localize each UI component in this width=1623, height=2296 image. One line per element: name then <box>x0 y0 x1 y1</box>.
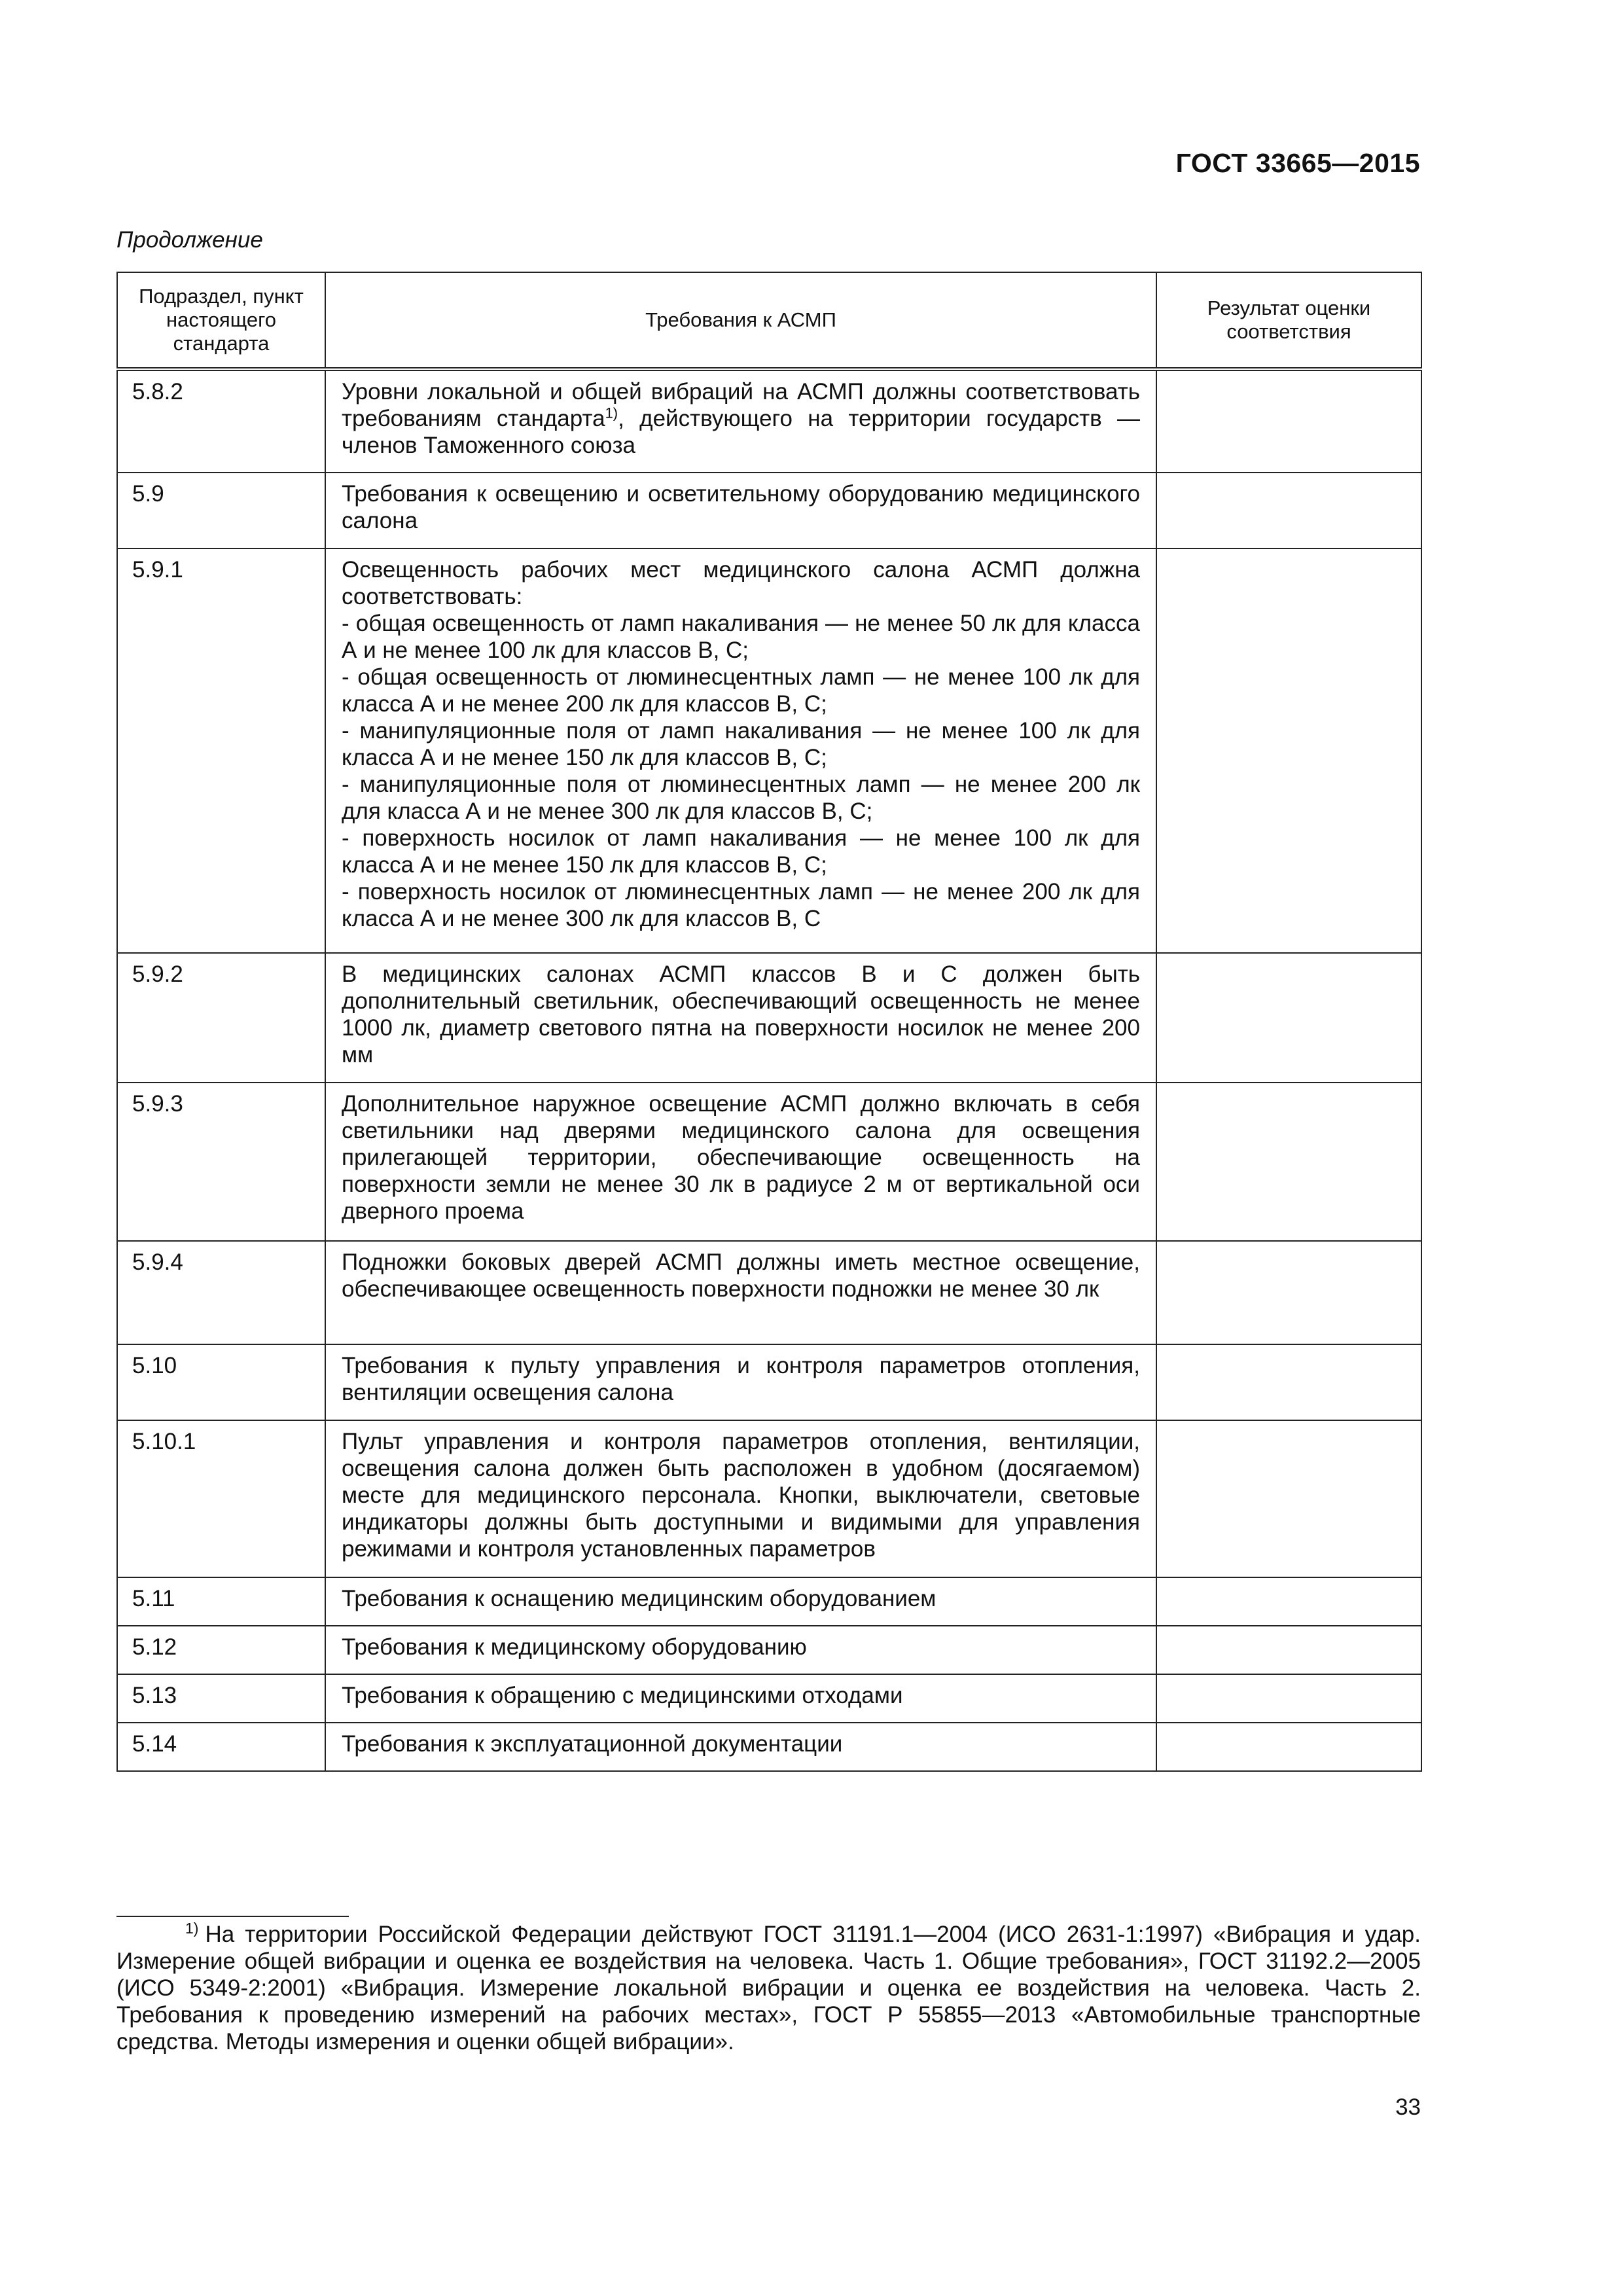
requirement-text-continued: , действующего на территории государств — членов Таможенного союза <box>342 406 1141 458</box>
requirement-list-item: - поверхность носилок от люминесцентных ламп — не менее 200 лк для класса А и не менее 300 лк для классов В, С <box>342 879 1140 931</box>
row-number: 5.9.3 <box>117 1083 325 1241</box>
row-requirement: В медицинских салонах АСМП классов В и С должен быть дополнительный светильник, обеспечивающий освещенность не менее 1000 лк, диаметр светового пятна на поверхности носилок не менее 200 мм <box>325 953 1156 1083</box>
row-requirement <box>325 369 1156 473</box>
row-requirement: Требования к медицинскому оборудованию <box>325 1626 1156 1674</box>
row-requirement: Требования к освещению и осветительному оборудованию медицинского салона <box>325 473 1156 548</box>
row-number: 5.9.2 <box>117 953 325 1083</box>
requirements-table <box>116 272 1422 1772</box>
row-result <box>1156 1241 1421 1344</box>
row-result <box>1156 1344 1421 1420</box>
row-result <box>1156 1577 1421 1626</box>
column-header-result: Результат оценки соответствия <box>1156 272 1421 369</box>
continuation-label: Продолжение <box>116 227 263 253</box>
row-requirement: Требования к пульту управления и контроля параметров отопления, вентиляции освещения салона <box>325 1344 1156 1420</box>
row-result <box>1156 1626 1421 1674</box>
table-row <box>117 1723 1421 1771</box>
page-number: 33 <box>1395 2094 1421 2120</box>
row-result <box>1156 548 1421 953</box>
row-number: 5.14 <box>117 1723 325 1771</box>
table-row <box>117 1241 1421 1344</box>
column-header-section: Подраздел, пункт настоящего стандарта <box>117 272 325 369</box>
requirement-list-item: - общая освещенность от ламп накаливания — не менее 50 лк для класса А и не менее 100 лк для классов В, С; <box>342 611 1140 663</box>
footnote-divider <box>116 1916 349 1917</box>
row-number: 5.13 <box>117 1674 325 1723</box>
row-result <box>1156 1723 1421 1771</box>
row-number: 5.9 <box>117 473 325 548</box>
table-row <box>117 1344 1421 1420</box>
document-code: ГОСТ 33665—2015 <box>1175 148 1420 178</box>
row-result <box>1156 1674 1421 1723</box>
row-requirement: Дополнительное наружное освещение АСМП должно включать в себя светильники над дверями медицинского салона для освещения прилегающей территории, обеспечивающие освещенность на поверхности земли не менее 30 лк в радиусе 2 м от вертикальной оси дверного проема <box>325 1083 1156 1241</box>
row-result <box>1156 1420 1421 1577</box>
footnote: 1) На территории Российской Федерации действуют ГОСТ 31191.1—2004 (ИСО 2631-1:1997) «Вибрация и удар. Измерение общей вибрации и оценка ее воздействия на человека. Часть 1. Общие требования», ГОСТ 31192.2—2005 (ИСО 5349-2:2001) «Вибрация. Измерение локальной вибрации и оценка ее воздействия на человека. Часть 2. Требования к проведению измерений на рабочих местах», ГОСТ Р 55855—2013 «Автомобильные транспортные средства. Методы измерения и оценки общей вибрации». <box>116 1920 1421 2054</box>
row-result <box>1156 473 1421 548</box>
row-requirement: Требования к эксплуатационной документации <box>325 1723 1156 1771</box>
table-row <box>117 1420 1421 1577</box>
row-requirement <box>325 548 1156 953</box>
row-number: 5.8.2 <box>117 369 325 473</box>
table-row <box>117 548 1421 953</box>
table-row <box>117 1083 1421 1241</box>
row-requirement: Требования к оснащению медицинским оборудованием <box>325 1577 1156 1626</box>
table-row <box>117 1626 1421 1674</box>
row-number: 5.11 <box>117 1577 325 1626</box>
row-number: 5.10 <box>117 1344 325 1420</box>
row-number: 5.12 <box>117 1626 325 1674</box>
row-number: 5.10.1 <box>117 1420 325 1577</box>
table-row <box>117 953 1421 1083</box>
row-number: 5.9.4 <box>117 1241 325 1344</box>
table-row <box>117 1674 1421 1723</box>
table-header-row <box>117 272 1421 369</box>
row-result <box>1156 953 1421 1083</box>
footnote-reference: 1) <box>605 404 618 422</box>
requirement-text: Уровни локальной и общей вибраций на АСМП должны соответствовать требованиям стандарта <box>342 379 1140 431</box>
table-row <box>117 473 1421 548</box>
row-requirement: Пульт управления и контроля параметров отопления, вентиляции, освещения салона должен быть расположен в удобном (досягаемом) месте для медицинского персонала. Кнопки, выключатели, световые индикаторы должны быть доступными и видимыми для управления режимами и контроля установленных параметров <box>325 1420 1156 1577</box>
row-requirement: Требования к обращению с медицинскими отходами <box>325 1674 1156 1723</box>
column-header-requirements: Требования к АСМП <box>325 272 1156 369</box>
footnote-text: На территории Российской Федерации действуют ГОСТ 31191.1—2004 (ИСО 2631-1:1997) «Вибрация и удар. Измерение общей вибрации и оценка ее воздействия на человека. Часть 1. Общие требования», ГОСТ 31192.2—2005 (ИСО 5349-2:2001) «Вибрация. Измерение локальной вибрации и оценка ее воздействия на человека. Часть 2. Требования к проведению измерений на рабочих местах», ГОСТ Р 55855—2013 «Автомобильные транспортные средства. Методы измерения и оценки общей вибрации». <box>116 1922 1421 2054</box>
row-result <box>1156 369 1421 473</box>
row-number: 5.9.1 <box>117 548 325 953</box>
requirement-list-item: - манипуляционные поля от ламп накаливания — не менее 100 лк для класса А и не менее 150 лк для классов В, С; <box>342 718 1140 770</box>
requirement-intro: Освещенность рабочих мест медицинского салона АСМП должна соответствовать: <box>342 557 1140 609</box>
row-requirement: Подножки боковых дверей АСМП должны иметь местное освещение, обеспечивающее освещенность поверхности подножки не менее 30 лк <box>325 1241 1156 1344</box>
table-row <box>117 369 1421 473</box>
requirement-list-item: - манипуляционные поля от люминесцентных ламп — не менее 200 лк для класса А и не менее 300 лк для классов В, С; <box>342 772 1140 824</box>
table-row <box>117 1577 1421 1626</box>
requirement-list-item: - общая освещенность от люминесцентных ламп — не менее 100 лк для класса А и не менее 200 лк для классов В, С; <box>342 664 1140 717</box>
row-result <box>1156 1083 1421 1241</box>
requirement-list-item: - поверхность носилок от ламп накаливания — не менее 100 лк для класса А и не менее 150 лк для классов В, С; <box>342 825 1140 878</box>
